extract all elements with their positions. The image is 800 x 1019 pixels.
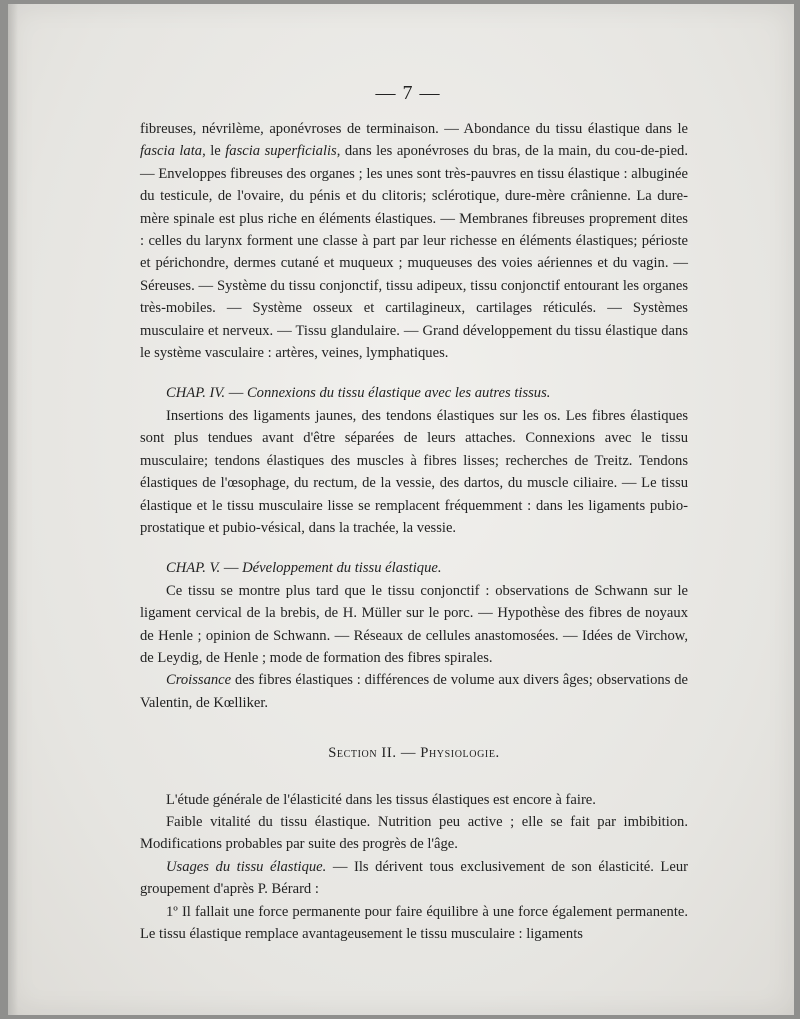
chapter-5-heading: CHAP. V. — Développement du tissu élastique. [166,560,442,577]
page-spine-shadow [8,4,18,1015]
page-number: — 7 — [375,82,441,104]
paragraph-growth: Croissance des fibres élastiques : différences de volume aux divers âges; observations de Valentin, de Kœlliker. [140,672,688,711]
paragraph-vitality: Faible vitalité du tissu élastique. Nutrition peu active ; elle se fait par imbibition. Modifications probables par suite des progrès de l'âge. [140,813,688,853]
paragraph-development: Ce tissu se montre plus tard que le tissu conjonctif : observations de Schwann sur le ligament cervical de la brebis, de H. Müller sur le porc. — Hypothèse des fibres de noyaux de Henle ; opinion de Schwann. — Réseaux de cellules anastomosées. — Idées de Virchow, de Leydig, de Henle ; mode de formation des fibres spirales. [140,582,688,666]
paragraph-usages: Usages du tissu élastique. — Ils dérivent tous exclusivement de son élasticité. Leur groupement d'après P. Bérard : [140,858,688,898]
paragraph-tissue-distribution: fibreuses, névrilème, aponévroses de terminaison. — Abondance du tissu élastique dans le fascia lata, le fascia superficialis, dans les aponévroses du bras, de la main, du cou-de-pied. — Enveloppes fibreuses des organes ; les unes sont très-pauvres en tissu élastique : albuginée du testicule, de l'ovaire, du pénis et du clitoris; sclérotique, dure-mère crânienne. La dure-mère spinale est plus riche en éléments élastiques. — Membranes fibreuses proprement dites : celles du larynx forment une classe à part par leur richesse en éléments élastiques; périoste et périchondre, dermes cutané et muqueux ; muqueuses des voies aériennes et du vagin. — Séreuses. — Système du tissu conjonctif, tissu adipeux, tissu conjonctif entourant les organes très-mobiles. — Système osseux et cartilagineux, cartilages réticulés. — Systèmes musculaire et nerveux. — Tissu glandulaire. — Grand développement du tissu élastique dans le système vasculaire : artères, veines, lymphatiques. [140,121,689,362]
page-body [140,118,688,945]
section-heading: Section II. — Physiologie. [328,745,500,762]
book-page [8,4,794,1015]
paragraph-elasticity: L'étude générale de l'élasticité dans les tissus élastiques est encore à faire. [166,791,596,808]
paragraph-force: 1º Il fallait une force permanente pour faire équilibre à une force également permanente. Le tissu élastique remplace avantageusement le tissu musculaire : ligaments [140,903,688,942]
paragraph-connexions: Insertions des ligaments jaunes, des tendons élastiques sur les os. Les fibres élastiques sont plus tendues avant d'être séparées de leurs attaches. Connexions avec le tissu musculaire; tendons élastiques des muscles à fibres lisses; recherches de Treitz. Tendons élastiques de l'œsophage, du rectum, de la vessie, des dartos, du muscle ciliaire. — Le tissu élastique et le tissu musculaire lisse se remplacent fréquemment : dans les ligaments pubio-prostatique et pubio-vésical, dans la trachée, la vessie. [140,407,688,536]
chapter-4-heading: CHAP. IV. — Connexions du tissu élastique avec les autres tissus. [166,385,551,402]
